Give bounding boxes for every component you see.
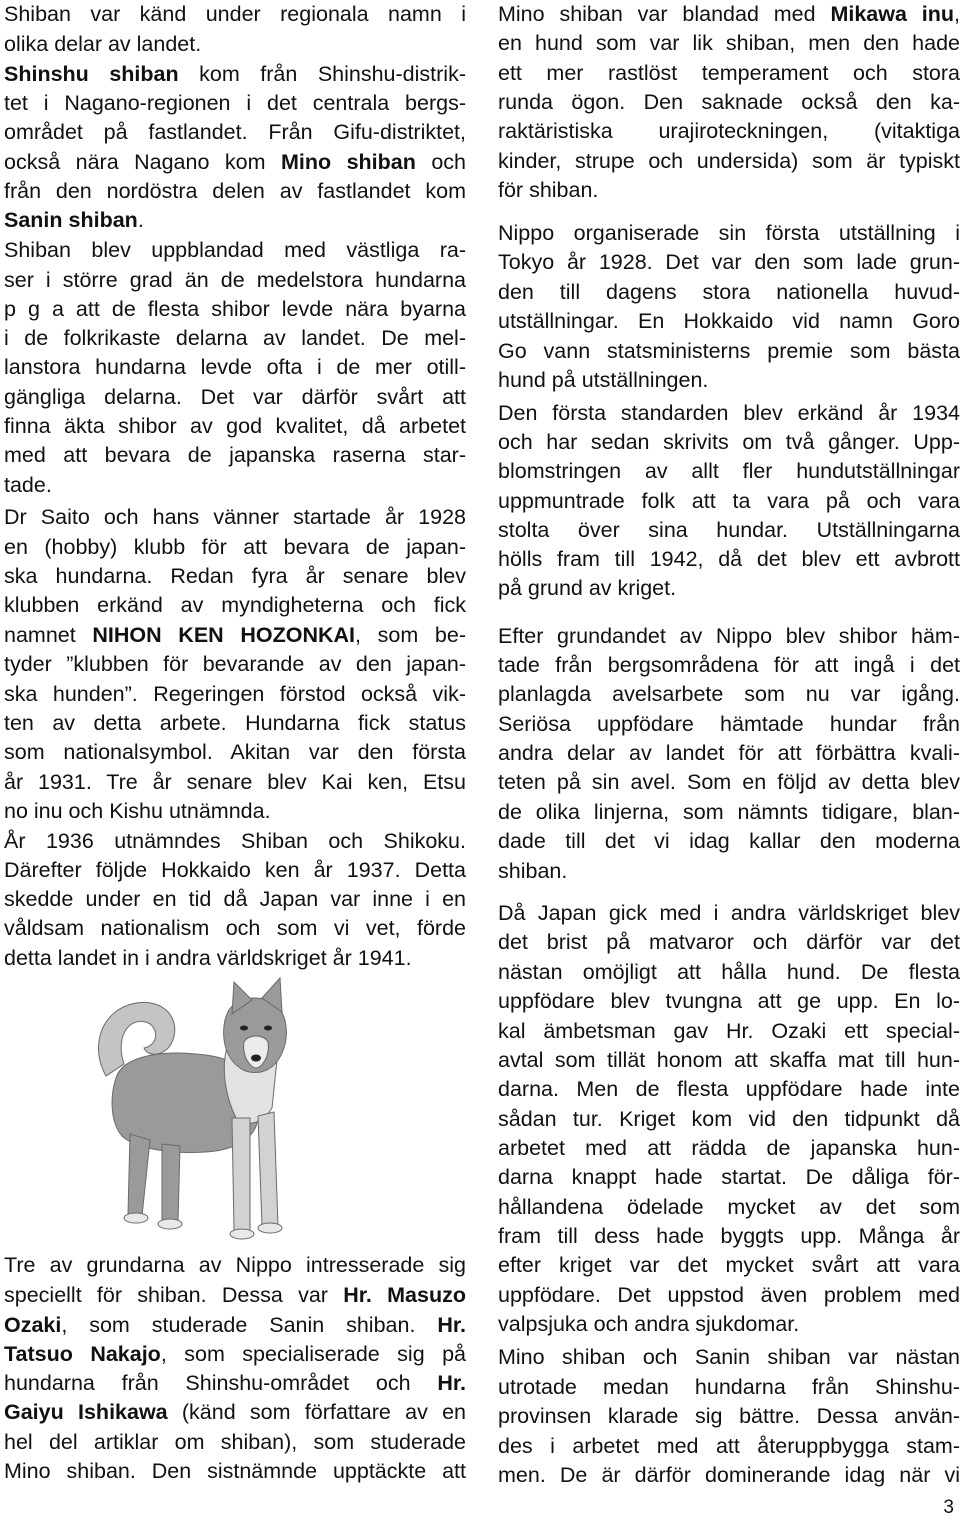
text-line: Därefter följde Hokkaido ken år 1937. Detta	[4, 858, 466, 882]
text-line: våldsam nationalism och som vi vet, förde	[4, 916, 466, 940]
text-line: Mino shiban var blandad med Mikawa inu,	[498, 2, 960, 26]
text-line: Tre av grundarna av Nippo intresserade sig	[4, 1253, 466, 1277]
text-line: planlagda avelsarbete som nu var igång.	[498, 682, 960, 706]
text-line: gängliga delarna. Det var därför svårt att	[4, 385, 466, 409]
text-line: efter kriget var det mycket svårt att vara	[498, 1253, 960, 1277]
text-line: shiban.	[498, 859, 568, 883]
text-line: raktäristiska urajiroteckningen, (vitaktiga	[498, 119, 960, 143]
text-line: hel del artiklar om shiban), som studerade	[4, 1430, 466, 1454]
text-line: ett mer rastlöst temperament och stora	[498, 61, 960, 85]
text-line: fram till dess hade byggts upp. Många år	[498, 1224, 960, 1248]
text-line: År 1936 utnämndes Shiban och Shikoku.	[4, 829, 466, 853]
text-line: Ozaki, som studerade Sanin shiban. Hr.	[4, 1313, 466, 1337]
page-number: 3	[943, 1497, 954, 1518]
text-line: uppmuntrade folk att ta vara på och vara	[498, 489, 960, 513]
text-line: tade från bergsområdena för att ingå i det	[498, 653, 960, 677]
text-line: Efter grundandet av Nippo blev shibor häm-	[498, 624, 960, 648]
text-line: med att bevara de japanska raserna star-	[4, 443, 466, 467]
text-line: Mino shiban och Sanin shiban var nästan	[498, 1345, 960, 1369]
text-line: en hund som var lik shiban, men den hade	[498, 31, 960, 55]
text-line: speciellt för shiban. Dessa var Hr. Masuzo	[4, 1283, 466, 1307]
text-line: tet i Nagano-regionen i det centrala bergs-	[4, 91, 466, 115]
text-line: Shiban var känd under regionala namn i	[4, 2, 466, 26]
text-line: andra delar av landet för att förbättra kvali-	[498, 741, 960, 765]
text-line: provinsen klarade sig bättre. Dessa använ-	[498, 1404, 960, 1428]
text-line: från den nordöstra delen av fastlandet kom	[4, 179, 466, 203]
text-line: valpsjuka och andra sjukdomar.	[498, 1312, 800, 1336]
text-line: för shiban.	[498, 178, 599, 202]
text-line: som nationalsymbol. Akitan var den första	[4, 740, 466, 764]
text-line: Sanin shiban.	[4, 208, 144, 232]
text-line: Tatsuo Nakajo, som specialiserade sig på	[4, 1342, 467, 1366]
text-line: kal ämbetsman gav Hr. Ozaki ett special-	[498, 1019, 960, 1043]
text-line: området på fastlandet. Från Gifu-distriktet,	[4, 120, 466, 144]
text-line: dade till det vi idag kallar den moderna	[498, 829, 960, 853]
text-line: hållandena ödelade mycket av det som	[498, 1195, 960, 1219]
text-line: hundarna från Shinshu-området och Hr.	[4, 1371, 466, 1395]
text-line: Då Japan gick med i andra världskriget blev	[498, 901, 960, 925]
text-line: darna. Men de flesta uppfödare hade inte	[498, 1077, 960, 1101]
text-line: Mino shiban. Den sistnämnde upptäckte att	[4, 1459, 466, 1483]
text-line: no inu och Kishu utnämnda.	[4, 799, 271, 823]
text-line: Go vann statsministerns premie som bästa	[498, 339, 960, 363]
text-line: och har sedan skrivits om två gånger. Upp-	[498, 430, 960, 454]
text-line: ska hunden”. Regeringen förstod också vik-	[4, 682, 466, 706]
text-line: Shiban blev uppblandad med västliga ra-	[4, 238, 466, 262]
text-line: Shinshu shiban kom från Shinshu-distrik-	[4, 62, 466, 86]
text-line: darna knappt hade startat. De dåliga för-	[498, 1165, 960, 1189]
text-line: en (hobby) klubb för att bevara de japan-	[4, 535, 466, 559]
text-line: på grund av kriget.	[498, 576, 677, 600]
text-line: Dr Saito och hans vänner startade år 1928	[4, 505, 466, 529]
text-line: arbetet med att rädda de japanska hun-	[498, 1136, 960, 1160]
text-line: Nippo organiserade sin första utställning i	[498, 221, 960, 245]
text-line: de olika linjerna, som nämnts tidigare, blan-	[498, 800, 960, 824]
text-line: lanstora hundarna levde ofta i de mer otill-	[4, 355, 466, 379]
shiba-dog-illustration	[86, 968, 334, 1244]
text-line: avtal som tillät honom att skaffa mat till hun-	[498, 1048, 960, 1072]
text-line: den till dagens stora nationella huvud-	[498, 280, 960, 304]
text-line: nästan omöjligt att hålla hund. De flesta	[498, 960, 960, 984]
text-line: Seriösa uppfödare hämtade hundar från	[498, 712, 960, 736]
text-line: blomstringen av allt fler hundutställningar	[498, 459, 960, 483]
text-line: klubben erkänd av myndigheterna och fick	[4, 593, 466, 617]
text-line: p g a att de flesta shibor levde nära byarna	[4, 297, 466, 321]
text-line: ska hundarna. Redan fyra år senare blev	[4, 564, 466, 588]
text-line: teten på sin avel. Som en följd av detta blev	[498, 770, 960, 794]
text-line: men. De är därför dominerande idag när vi	[498, 1463, 960, 1487]
text-line: också nära Nagano kom Mino shiban och	[4, 150, 466, 174]
text-line: uppfödare blev tvungna att ge upp. En lo-	[498, 989, 960, 1013]
text-line: utställningar. En Hokkaido vid namn Goro	[498, 309, 960, 333]
text-line: hund på utställningen.	[498, 368, 709, 392]
text-line: namnet NIHON KEN HOZONKAI, som be-	[4, 623, 466, 647]
text-line: detta landet in i andra världskriget år 1941.	[4, 946, 412, 970]
text-line: Gaiyu Ishikawa (känd som författare av en	[4, 1400, 466, 1424]
text-line: stolta över sina hundar. Utställningarna	[498, 518, 960, 542]
text-line: des i arbetet med att återuppbygga stam-	[498, 1434, 960, 1458]
text-line: uppfödare. Det uppstod även problem med	[498, 1283, 960, 1307]
text-line: sådan tur. Kriget kom vid den tidpunkt då	[498, 1107, 960, 1131]
text-line: Den första standarden blev erkänd år 1934	[498, 401, 960, 425]
text-line: kinder, strupe och undersida) som är typiskt	[498, 149, 960, 173]
text-line: Tokyo år 1928. Det var den som lade grun-	[498, 250, 960, 274]
text-line: hölls fram till 1942, då det blev ett avbrott	[498, 547, 960, 571]
text-line: ten av detta arbete. Hundarna fick status	[4, 711, 466, 735]
text-line: tyder ”klubben för bevarande av den japan-	[4, 652, 466, 676]
text-line: år 1931. Tre år senare blev Kai ken, Etsu	[4, 770, 466, 794]
text-line: skedde under en tid då Japan var inne i en	[4, 887, 466, 911]
text-line: i de folkrikaste delarna av landet. De mel-	[4, 326, 466, 350]
text-line: olika delar av landet.	[4, 32, 202, 56]
text-line: ser i större grad än de medelstora hundarna	[4, 268, 466, 292]
text-line: tade.	[4, 473, 52, 497]
text-line: finna äkta shibor av god kvalitet, då arbetet	[4, 414, 466, 438]
text-line: utrotade medan hundarna från Shinshu-	[498, 1375, 960, 1399]
text-line: runda ögon. Den saknade också den ka-	[498, 90, 960, 114]
text-line: det brist på matvaror och därför var det	[498, 930, 960, 954]
